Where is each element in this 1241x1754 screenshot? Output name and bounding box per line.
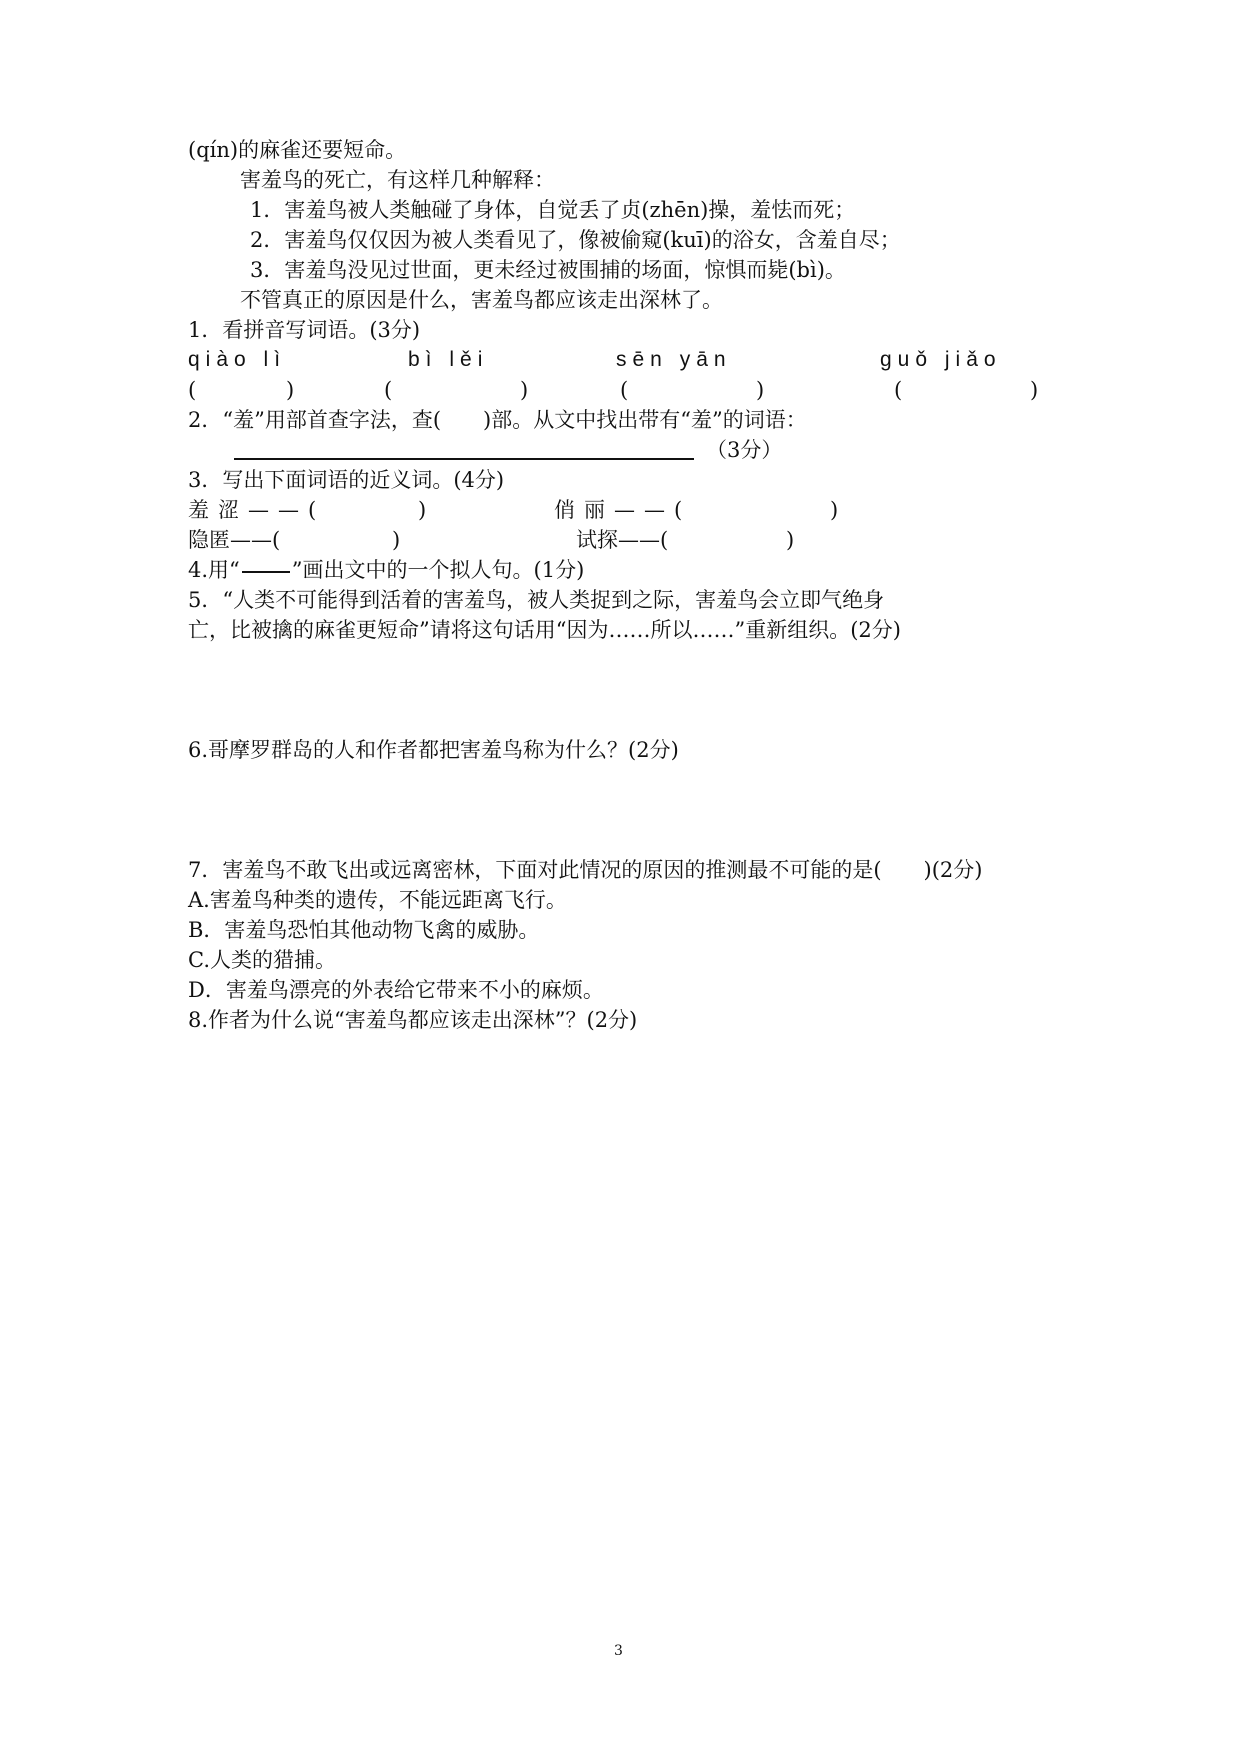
passage-line-5: 3．害羞鸟没见过世面，更未经过被围捕的场面，惊惧而毙(bì)。 bbox=[250, 258, 846, 282]
q4-prompt-pre: 4.用“ bbox=[188, 558, 240, 582]
q3-item-3-close: ) bbox=[392, 528, 401, 552]
q3-item-4-close: ) bbox=[786, 528, 795, 552]
q6-prompt: 6.哥摩罗群岛的人和作者都把害羞鸟称为什么？(2分) bbox=[188, 738, 679, 762]
passage-line-3: 1．害羞鸟被人类触碰了身体，自觉丢了贞(zhēn)操，羞怯而死； bbox=[250, 198, 856, 222]
q3-item-1-close: ) bbox=[418, 498, 427, 522]
q4-prompt bbox=[188, 556, 584, 584]
passage-line-1: (qín)的麻雀还要短命。 bbox=[188, 138, 407, 162]
q7-prompt: 7．害羞鸟不敢飞出或远离密林，下面对此情况的原因的推测最不可能的是( )(2分) bbox=[188, 858, 983, 882]
passage-line-6: 不管真正的原因是什么，害羞鸟都应该走出深林了。 bbox=[240, 288, 723, 312]
q3-item-1: 羞涩——( bbox=[188, 498, 326, 522]
q1-answer-4-close: ) bbox=[1030, 378, 1039, 402]
underline-mark bbox=[242, 571, 290, 573]
q5-prompt-line-1: 5．“人类不可能得到活着的害羞鸟，被人类捉到之际，害羞鸟会立即气绝身 bbox=[188, 588, 885, 612]
q1-answer-1-open: ( bbox=[188, 378, 197, 402]
q1-answer-3-open: ( bbox=[620, 378, 629, 402]
q2-answer-line[interactable] bbox=[234, 458, 694, 460]
passage-line-4: 2．害羞鸟仅仅因为被人类看见了，像被偷窥(kuī)的浴女，含羞自尽； bbox=[250, 228, 901, 252]
page-number: 3 bbox=[614, 1643, 623, 1659]
q1-answer-1-close: ) bbox=[286, 378, 295, 402]
q7-option-c: C.人类的猎捕。 bbox=[188, 948, 336, 972]
q1-prompt: 1．看拼音写词语。(3分) bbox=[188, 318, 421, 342]
q5-prompt-line-2: 亡，比被擒的麻雀更短命”请将这句话用“因为……所以……”重新组织。(2分) bbox=[188, 618, 901, 642]
q3-item-4: 试探——( bbox=[576, 528, 669, 552]
q3-item-2-close: ) bbox=[830, 498, 839, 522]
q1-pinyin-1: qiào lì bbox=[188, 348, 287, 371]
passage-line-2: 害羞鸟的死亡，有这样几种解释： bbox=[240, 168, 555, 192]
q1-answer-2-close: ) bbox=[520, 378, 529, 402]
q2-score: （3分） bbox=[706, 438, 783, 462]
q7-option-d: D．害羞鸟漂亮的外表给它带来不小的麻烦。 bbox=[188, 978, 604, 1002]
q1-pinyin-4: guǒ jiǎo bbox=[880, 348, 1002, 371]
q8-prompt: 8.作者为什么说“害羞鸟都应该走出深林”？(2分) bbox=[188, 1008, 638, 1032]
q1-answer-2-open: ( bbox=[384, 378, 393, 402]
q3-item-3: 隐匿——( bbox=[188, 528, 281, 552]
q3-prompt: 3．写出下面词语的近义词。(4分) bbox=[188, 468, 505, 492]
q7-option-a: A.害羞鸟种类的遗传，不能远距离飞行。 bbox=[188, 888, 567, 912]
q1-answer-3-close: ) bbox=[756, 378, 765, 402]
q7-option-b: B．害羞鸟恐怕其他动物飞禽的威胁。 bbox=[188, 918, 540, 942]
q1-pinyin-2: bì lěi bbox=[408, 348, 489, 371]
q1-answer-4-open: ( bbox=[894, 378, 903, 402]
q4-prompt-post: ”画出文中的一个拟人句。(1分) bbox=[291, 558, 585, 582]
q3-item-2: 俏丽——( bbox=[554, 498, 692, 522]
q2-prompt: 2．“羞”用部首查字法，查( )部。从文中找出带有“羞”的词语： bbox=[188, 408, 807, 432]
q1-pinyin-3: sēn yān bbox=[616, 348, 732, 371]
